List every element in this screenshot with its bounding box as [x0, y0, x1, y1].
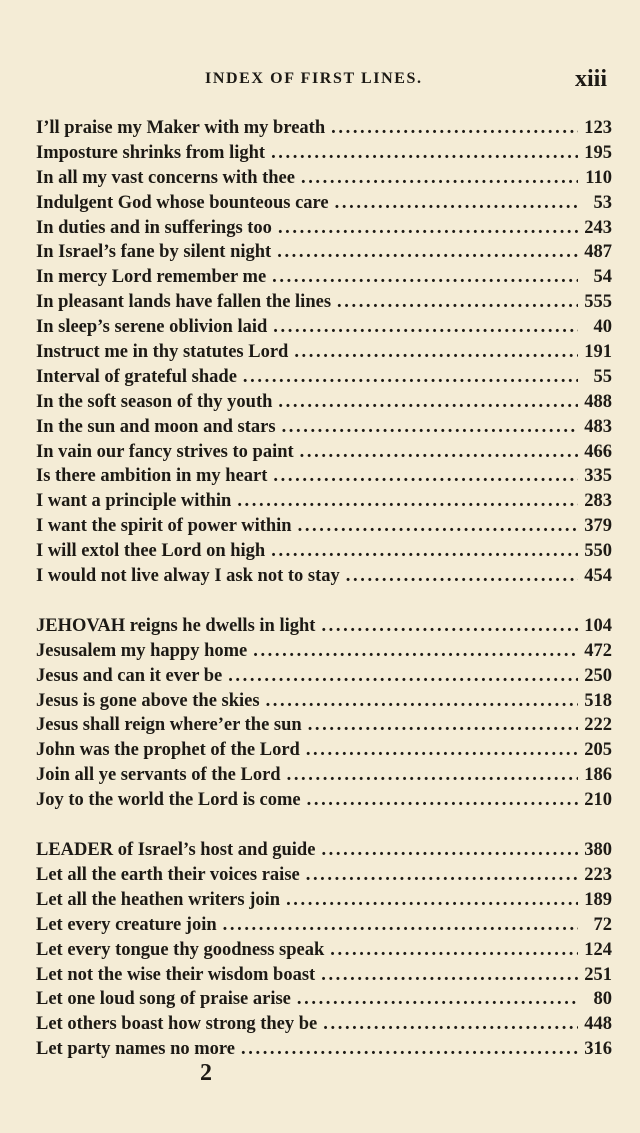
dot-leader	[228, 664, 578, 689]
index-entry	[36, 938, 612, 963]
index-entry	[36, 689, 612, 714]
dot-leader	[321, 614, 578, 639]
dot-leader	[278, 390, 578, 415]
signature-mark: 2	[200, 1060, 212, 1086]
hymn-number: 251	[584, 964, 612, 985]
index-entry	[36, 564, 612, 589]
index-entry	[36, 1012, 612, 1037]
hymn-number: 124	[584, 939, 612, 960]
hymn-number: 454	[584, 566, 612, 587]
first-line-text: Jesus shall reign where’er the sun	[36, 715, 302, 736]
dot-leader	[241, 1037, 578, 1062]
dot-leader	[277, 240, 578, 265]
hymn-number: 54	[593, 267, 612, 288]
index-entry	[36, 265, 612, 290]
index-entry	[36, 116, 612, 141]
index-entry	[36, 440, 612, 465]
first-line-text: Jesus is gone above the skies	[36, 690, 260, 711]
dot-leader	[331, 116, 578, 141]
index-entry	[36, 489, 612, 514]
first-line-text: Let all the earth their voices raise	[36, 864, 300, 885]
index-entry	[36, 290, 612, 315]
first-line-text: LEADER of Israel’s host and guide	[36, 840, 316, 861]
dot-leader	[321, 838, 578, 863]
dot-leader	[346, 564, 578, 589]
first-line-text: Let not the wise their wisdom boast	[36, 964, 316, 985]
hymn-number: 189	[584, 889, 612, 910]
index-letter-group	[36, 116, 612, 589]
first-line-text: Let one loud song of praise arise	[36, 989, 291, 1010]
first-line-text: Jesus and can it ever be	[36, 665, 223, 686]
hymn-number: 110	[585, 167, 612, 188]
hymn-number: 380	[584, 840, 612, 861]
dot-leader	[337, 290, 578, 315]
hymn-number: 483	[584, 416, 612, 437]
running-header	[0, 66, 640, 94]
index-entry	[36, 987, 612, 1012]
index-entry	[36, 240, 612, 265]
first-line-text: Let party names no more	[36, 1039, 236, 1060]
dot-leader	[272, 265, 578, 290]
dot-leader	[266, 689, 578, 714]
page-number: xiii	[575, 66, 608, 92]
hymn-number: 210	[584, 790, 612, 811]
first-line-text: In the sun and moon and stars	[36, 416, 276, 437]
first-line-text: In duties and in sufferings too	[36, 217, 272, 238]
dot-leader	[301, 166, 578, 191]
first-line-text: In the soft season of thy youth	[36, 391, 273, 412]
first-line-text: In all my vast concerns with thee	[36, 167, 295, 188]
index-entry	[36, 838, 612, 863]
index-letter-group	[36, 838, 612, 1062]
first-line-text: In vain our fancy strives to paint	[36, 441, 294, 462]
dot-leader	[282, 415, 578, 440]
dot-leader	[271, 539, 578, 564]
index-entry	[36, 713, 612, 738]
index-entry	[36, 788, 612, 813]
hymn-number: 518	[584, 690, 612, 711]
hymn-number: 195	[584, 142, 612, 163]
dot-leader	[294, 340, 578, 365]
first-line-text: Let every tongue thy goodness speak	[36, 939, 325, 960]
first-line-text: In mercy Lord remember me	[36, 267, 267, 288]
hymn-number: 335	[584, 466, 612, 487]
first-line-text: Jesusalem my happy home	[36, 640, 248, 661]
dot-leader	[273, 315, 578, 340]
first-line-text: Instruct me in thy statutes Lord	[36, 342, 289, 363]
dot-leader	[271, 141, 578, 166]
index-entry	[36, 141, 612, 166]
dot-leader	[300, 440, 578, 465]
first-line-text: Indulgent God whose bounteous care	[36, 192, 329, 213]
hymn-number: 123	[584, 118, 612, 138]
first-line-text: I’ll praise my Maker with my breath	[36, 118, 326, 138]
first-line-text: In pleasant lands have fallen the lines	[36, 292, 332, 313]
hymn-number: 488	[584, 391, 612, 412]
first-line-text: JEHOVAH reigns he dwells in light	[36, 615, 316, 636]
hymn-number: 316	[584, 1039, 612, 1060]
hymn-number: 487	[584, 242, 612, 263]
hymn-number: 53	[593, 192, 612, 213]
hymn-number: 55	[593, 366, 612, 387]
first-line-text: Let all the heathen writers join	[36, 889, 281, 910]
dot-leader	[286, 888, 578, 913]
index-entry	[36, 365, 612, 390]
dot-leader	[223, 913, 578, 938]
dot-leader	[307, 788, 578, 813]
hymn-number: 243	[584, 217, 612, 238]
index-entry	[36, 664, 612, 689]
dot-leader	[253, 639, 578, 664]
index-entry	[36, 639, 612, 664]
index-entry	[36, 514, 612, 539]
hymn-number: 283	[584, 491, 612, 512]
dot-leader	[297, 987, 578, 1012]
index-entry	[36, 763, 612, 788]
dot-leader	[237, 489, 578, 514]
hymn-number: 379	[584, 516, 612, 537]
index-entry	[36, 963, 612, 988]
index-entry	[36, 913, 612, 938]
hymn-number: 550	[584, 541, 612, 562]
dot-leader	[335, 191, 578, 216]
dot-leader	[308, 713, 578, 738]
dot-leader	[273, 464, 578, 489]
index-entry	[36, 539, 612, 564]
index-entry	[36, 738, 612, 763]
index-entry	[36, 315, 612, 340]
index-entry	[36, 191, 612, 216]
dot-leader	[323, 1012, 578, 1037]
index-entry	[36, 216, 612, 241]
dot-leader	[306, 863, 578, 888]
index-entries	[36, 116, 612, 1062]
index-entry	[36, 464, 612, 489]
first-line-text: In Israel’s fane by silent night	[36, 242, 272, 263]
index-entry	[36, 888, 612, 913]
dot-leader	[243, 365, 578, 390]
dot-leader	[278, 216, 578, 241]
index-entry	[36, 340, 612, 365]
index-letter-group	[36, 614, 612, 813]
index-title: INDEX OF FIRST LINES.	[205, 70, 423, 87]
index-entry	[36, 166, 612, 191]
index-entry	[36, 415, 612, 440]
first-line-text: I want the spirit of power within	[36, 516, 292, 537]
hymn-number: 72	[593, 914, 612, 935]
first-line-text: Let every creature join	[36, 914, 217, 935]
hymn-number: 40	[593, 317, 612, 338]
dot-leader	[287, 763, 578, 788]
dot-leader	[330, 938, 578, 963]
dot-leader	[298, 514, 578, 539]
first-line-text: In sleep’s serene oblivion laid	[36, 317, 268, 338]
hymn-number: 186	[584, 765, 612, 786]
first-line-text: I would not live alway I ask not to stay	[36, 566, 340, 587]
first-line-text: Let others boast how strong they be	[36, 1014, 318, 1035]
hymn-number: 466	[584, 441, 612, 462]
dot-leader	[321, 963, 578, 988]
hymn-number: 448	[584, 1014, 612, 1035]
index-entry	[36, 614, 612, 639]
first-line-text: Joy to the world the Lord is come	[36, 790, 301, 811]
first-line-text: I will extol thee Lord on high	[36, 541, 266, 562]
hymn-number: 104	[584, 615, 612, 636]
hymn-number: 191	[584, 342, 612, 363]
hymn-number: 222	[584, 715, 612, 736]
dot-leader	[306, 738, 578, 763]
first-line-text: I want a principle within	[36, 491, 232, 512]
first-line-text: Join all ye servants of the Lord	[36, 765, 281, 786]
hymn-number: 555	[584, 292, 612, 313]
hymn-number: 472	[584, 640, 612, 661]
hymn-number: 80	[593, 989, 612, 1010]
hymn-number: 223	[584, 864, 612, 885]
hymn-number: 250	[584, 665, 612, 686]
first-line-text: Imposture shrinks from light	[36, 142, 266, 163]
index-entry	[36, 1037, 612, 1062]
index-entry	[36, 863, 612, 888]
hymn-number: 205	[584, 740, 612, 761]
first-line-text: John was the prophet of the Lord	[36, 740, 300, 761]
first-line-text: Interval of grateful shade	[36, 366, 237, 387]
index-entry	[36, 390, 612, 415]
first-line-text: Is there ambition in my heart	[36, 466, 268, 487]
